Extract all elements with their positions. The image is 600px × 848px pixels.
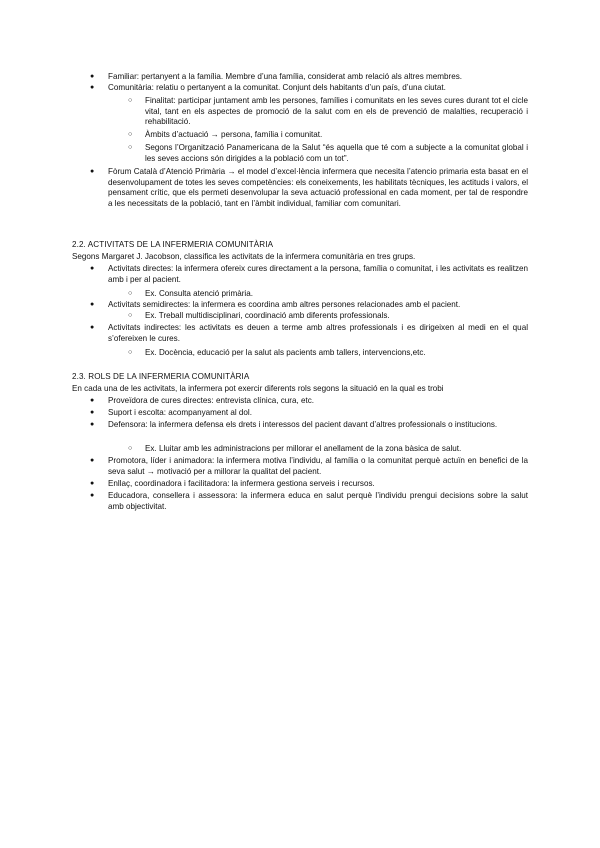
list-item-text: Promotora, líder i animadora: la infermera motiva l’individu, al família o la comunitat perquè actuïn en benefici de la seva salut → motivació per a millorar la qualitat del pacient. bbox=[108, 456, 528, 476]
sub-list-item-text: Ex. Lluitar amb les administracions per millorar el anellament de la zona bàsica de salut. bbox=[145, 444, 462, 453]
bullet: ● bbox=[90, 301, 95, 308]
list-item bbox=[90, 479, 528, 490]
sub-bullet: ○ bbox=[128, 312, 133, 319]
bullet: ● bbox=[90, 265, 95, 272]
list-item bbox=[90, 456, 528, 477]
list-item-text: Fòrum Català d’Atenció Primària → el model d’excel·lència infermera que necesita l’atencio primaria esta basat en el desenvolupament de totes les seves competències: els coneixements, les habilitats tècniques, les actituds i valors, el pensament crític, que els permeti desenvolupar la seva actuació professional en cada moment, per tal de respondre a les necessitats de la població, tant en l’àmbit individual, familiar com comunitari. bbox=[108, 167, 528, 208]
sub-list-item bbox=[128, 96, 528, 128]
sub-bullet: ○ bbox=[128, 445, 133, 452]
list-item-text: Enllaç, coordinadora i facilitadora: la infermera gestiona serveis i recursos. bbox=[108, 479, 375, 488]
bullet: ● bbox=[90, 397, 95, 404]
list-item bbox=[90, 491, 528, 512]
list-item-text: Activitats indirectes: les activitats es deuen a terme amb altres professionals i es dirigeixen al medi en el qual s’ofereixen le cures. bbox=[108, 323, 528, 343]
list-item-text: Defensora: la infermera defensa els drets i interessos del pacient davant d’altres professionals o institucions. bbox=[108, 420, 498, 429]
sub-list-item bbox=[128, 444, 528, 455]
bullet: ● bbox=[90, 457, 95, 464]
sub-list-item bbox=[128, 311, 528, 322]
sub-bullet: ○ bbox=[128, 97, 133, 104]
sub-bullet: ○ bbox=[128, 290, 133, 297]
bullet: ● bbox=[90, 480, 95, 487]
list-item-text: Familiar: pertanyent a la família. Membre d’una família, considerat amb relació als altres membres. bbox=[108, 72, 463, 81]
section-heading: 2.3. ROLS DE LA INFERMERIA COMUNITÀRIA bbox=[72, 372, 250, 381]
list-item-text: Proveïdora de cures directes: entrevista clínica, cura, etc. bbox=[108, 396, 315, 405]
sub-list-item-text: Àmbits d’actuació → persona, família i comunitat. bbox=[145, 130, 323, 139]
list-item-text: Suport i escolta: acompanyament al dol. bbox=[108, 408, 252, 417]
bullet: ● bbox=[90, 324, 95, 331]
list-item bbox=[90, 420, 528, 431]
sub-list-item bbox=[128, 143, 528, 164]
section-intro: En cada una de les activitats, la infermera pot exercir diferents rols segons la situació en la qual es trobi bbox=[72, 384, 444, 393]
bullet: ● bbox=[90, 421, 95, 428]
section-heading: 2.2. ACTIVITATS DE LA INFERMERIA COMUNITÀRIA bbox=[72, 240, 274, 249]
list-item bbox=[90, 83, 528, 94]
list-item-text: Educadora, consellera i assessora: la infermera educa en salut perquè l’individu prengui decisions sobre la salut amb objectivitat. bbox=[108, 491, 528, 511]
list-item bbox=[90, 264, 528, 285]
sub-list-item-text: Segons l’Organització Panamericana de la Salut “és aquella que té com a subjecte a la comunitat global i les seves accions són dirigides a la població com un tot”. bbox=[145, 143, 528, 163]
list-item-text: Activitats directes: la infermera ofereix cures directament a la persona, família o comunitat, i les activitats es realitzen amb i per al pacient. bbox=[108, 264, 528, 284]
list-item-text: Activitats semidirectes: la infermera es coordina amb altres persones relacionades amb el pacient. bbox=[108, 300, 461, 309]
sub-bullet: ○ bbox=[128, 349, 133, 356]
list-item bbox=[90, 72, 528, 83]
list-item bbox=[90, 323, 528, 344]
bullet: ● bbox=[90, 492, 95, 499]
list-item bbox=[90, 300, 528, 311]
sub-list-item-text: Ex. Docència, educació per la salut als pacients amb tallers, intervencions,etc. bbox=[145, 348, 426, 357]
sub-bullet: ○ bbox=[128, 131, 133, 138]
sub-bullet: ○ bbox=[128, 144, 133, 151]
sub-list-item-text: Finalitat: participar juntament amb les persones, famílies i comunitats en les seves cures durant tot el cicle vital, tant en els aspectes de promoció de la salut com en els de prevenció de malalties, recuperació i rehabilitació. bbox=[145, 96, 528, 127]
bullet: ● bbox=[90, 73, 95, 80]
bullet: ● bbox=[90, 409, 95, 416]
sub-list-item bbox=[128, 130, 528, 141]
sub-list-item bbox=[128, 348, 528, 359]
sub-list-item-text: Ex. Consulta atenció primària. bbox=[145, 289, 253, 298]
bullet: ● bbox=[90, 84, 95, 91]
list-item bbox=[90, 167, 528, 209]
list-item bbox=[90, 396, 528, 407]
list-item bbox=[90, 408, 528, 419]
sub-list-item-text: Ex. Treball multidisciplinari, coordinació amb diferents professionals. bbox=[145, 311, 390, 320]
bullet: ● bbox=[90, 168, 95, 175]
list-item-text: Comunitària: relatiu o pertanyent a la comunitat. Conjunt dels habitants d’un país, d’una ciutat. bbox=[108, 83, 446, 92]
sub-list-item bbox=[128, 289, 528, 300]
section-intro: Segons Margaret J. Jacobson, classifica les activitats de la infermera comunitària en tres grups. bbox=[72, 252, 416, 261]
